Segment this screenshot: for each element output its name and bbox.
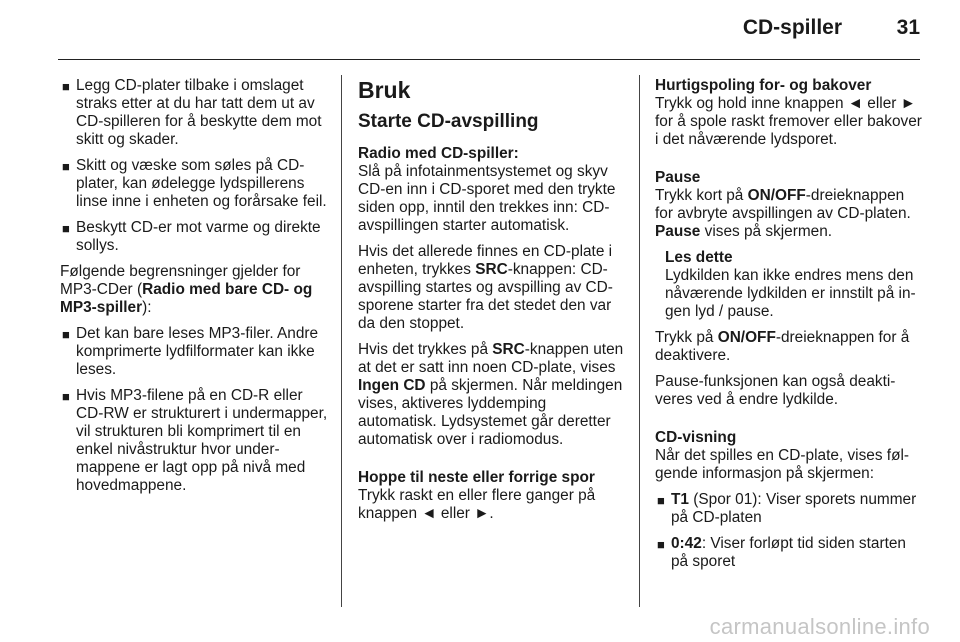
fast-forward-text: Trykk og hold inne knappen ◄ eller ► for å spole raskt fremover eller bakover i det nåværende lydsporet.: [655, 95, 922, 148]
src-paragraph: Hvis det allerede finnes en CD-plate i enheten, trykkes SRC-knappen: CD-avspilling startes og avspilling av CD-sporene starter fra det stedet den var da den stoppet.: [358, 243, 613, 332]
bullet-item: ■ T1 (Spor 01): Viser sporets nummer på CD-platen: [657, 491, 917, 526]
bullet-square-icon: ■: [657, 493, 665, 508]
bullet-item: ■ Hvis MP3-filene på en CD-R eller CD-RW er strukturert i undermapper, vil strukturen bli komprimert til en enkel nivåstruktur hvor undermappene er lagt opp på nivå med hovedmappene.: [62, 387, 328, 494]
pause-label: Pause: [655, 169, 701, 186]
column-divider-1: [341, 75, 342, 607]
bullet-square-icon: ■: [62, 221, 70, 236]
note-title: Les dette: [665, 249, 733, 266]
pause-text: Trykk kort på ON/OFF-dreieknappen for avbryte avspillingen av CD-platen. Pause vises på skjermen.: [655, 187, 911, 240]
cd-display-label: CD-visning: [655, 429, 737, 446]
bullet-square-icon: ■: [657, 537, 665, 552]
header-title: CD-spiller: [742, 16, 842, 39]
column-divider-2: [639, 75, 640, 607]
bullet-item: ■ Skitt og væske som søles på CD-plater, kan ødelegge lydspillerens linse inne i enheten og forårsake feil.: [62, 157, 327, 210]
column-2: [358, 77, 626, 531]
bullet-square-icon: ■: [62, 389, 70, 404]
radio-label: Radio med CD-spiller:: [358, 145, 519, 162]
bullet-item: ■ Det kan bare leses MP3-filer. Andre komprimerte lydfilformater kan ikke leses.: [62, 325, 319, 378]
watermark: carmanualsonline.info: [709, 614, 930, 639]
bullet-square-icon: ■: [62, 327, 70, 342]
header-rule: [58, 59, 920, 60]
section-heading: Bruk: [358, 77, 411, 103]
column-1: [60, 77, 330, 503]
note-text: Lydkilden kan ikke endres mens den nåværende lydkilden er innstilt på ingen lyd / pause.: [665, 267, 916, 320]
note-box: [655, 249, 925, 321]
subsection-heading: Starte CD-avspilling: [358, 111, 539, 132]
bullet-item: ■ 0:42: Viser forløpt tid siden starten på sporet: [657, 535, 906, 570]
deactivate-text: Trykk på ON/OFF-dreieknappen for å deaktivere.: [655, 329, 910, 364]
pause-deactivate-text: Pause-funksjonen kan også deaktiveres ved å endre lydkilde.: [655, 373, 896, 408]
mp3-intro: Følgende begrensninger gjelder for MP3-CDer (Radio med bare CD- og MP3-spiller):: [60, 263, 313, 316]
radio-text: Slå på infotainmentsystemet og skyv CD-en inn i CD-sporet med den trykte siden opp, inntil den trekkes inn: CD-avspillingen starter automatisk.: [358, 163, 616, 234]
cd-display-text: Når det spilles en CD-plate, vises følgende informasjon på skjermen:: [655, 447, 910, 482]
bullet-square-icon: ■: [62, 79, 70, 94]
bullet-square-icon: ■: [62, 159, 70, 174]
no-cd-paragraph: Hvis det trykkes på SRC-knappen uten at det er satt inn noen CD-plate, vises Ingen CD på skjermen. Når meldingen vises, aktiveres lyddemping automatisk. Lydsystemet går deretter automatisk over i radiomodus.: [358, 341, 624, 448]
skip-label: Hoppe til neste eller forrige spor: [358, 469, 595, 486]
page-number: 31: [896, 16, 920, 39]
fast-forward-label: Hurtigspoling for- og bakover: [655, 77, 872, 94]
skip-text: Trykk raskt en eller flere ganger på knappen ◄ eller ►.: [358, 487, 596, 522]
bullet-item: ■ Legg CD-plater tilbake i omslaget straks etter at du har tatt dem ut av CD-spilleren for å beskytte dem mot skitt og skader.: [62, 77, 322, 148]
bullet-item: ■ Beskytt CD-er mot varme og direkte sollys.: [62, 219, 321, 254]
column-3: [655, 77, 925, 579]
